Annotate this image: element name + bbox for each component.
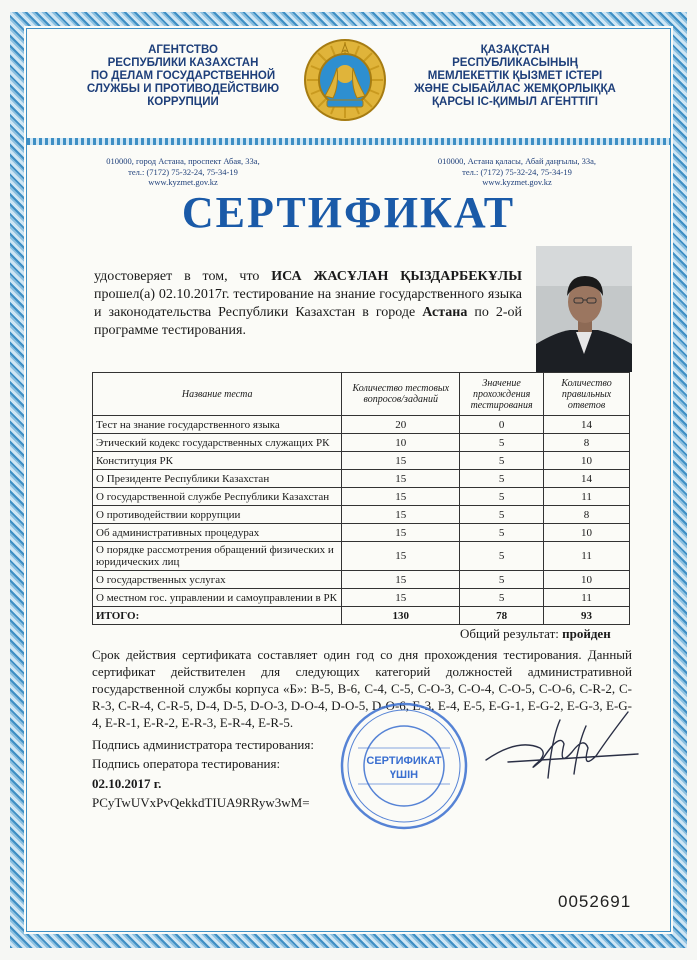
total-label-cell: ИТОГО:: [93, 607, 342, 625]
overall-result-value: пройден: [562, 626, 611, 641]
pass-value-cell: 5: [460, 434, 544, 452]
table-row: [93, 542, 630, 571]
question-count-cell: 15: [342, 589, 460, 607]
question-count-cell: 15: [342, 524, 460, 542]
handwritten-signature: [478, 698, 648, 788]
table-row: [93, 470, 630, 488]
validity-statement: Срок действия сертификата составляет один год со дня прохождения тестирования. Данный сертификат действителен для следующих категорий должностей административной государственной службы корпуса «Б»: B-5, B-6, C-4, C-5, C-O-3, C-O-4, C-O-5, C-O-6, C-R-2, C-R-3, C-R-4, C-R-5, D-4, D-5, D-O-3, D-O-4, D-O-5, D-O-6, E-3, E-4, E-5, E-G-1, E-G-2, E-G-3, E-G-4, E-R-1, E-R-2, E-R-3, E-R-4, E-R-5.: [92, 647, 632, 730]
address-ru-line: 010000, город Астана, проспект Абая, 33а,: [106, 156, 260, 166]
certificate-date: 02.10.2017 г.: [92, 776, 162, 791]
address-ru-line: тел.: (7172) 75-32-24, 75-34-19: [128, 166, 238, 177]
correct-answers-cell: 10: [544, 524, 630, 542]
table-row: [93, 452, 630, 470]
correct-answers-cell: 14: [544, 416, 630, 434]
question-count-cell: 10: [342, 434, 460, 452]
pass-value-cell: 5: [460, 506, 544, 524]
question-count-cell: 15: [342, 452, 460, 470]
official-stamp: [338, 700, 470, 832]
certificate-intro: [94, 268, 522, 340]
header-kz-line: ҚАРСЫ ІС-ҚИМЫЛ АГЕНТТІГІ: [432, 96, 598, 108]
header-kz-line: МЕМЛЕКЕТТІК ҚЫЗМЕТ ІСТЕРІ: [427, 70, 603, 82]
header-kz-line: РЕСПУБЛИКАСЫНЫҢ: [452, 57, 578, 69]
header-kz-line: ЖӘНЕ СЫБАЙЛАС ЖЕМҚОРЛЫҚҚА: [414, 83, 616, 95]
svg-text:ҮШІН: ҮШІН: [389, 769, 419, 781]
table-row: [93, 571, 630, 589]
test-name-cell: О государственной службе Республики Казахстан: [93, 488, 342, 506]
serial-number: 0052691: [558, 892, 632, 911]
column-header-question-count: Количество тестовых вопросов/заданий: [342, 373, 460, 416]
question-count-cell: 20: [342, 416, 460, 434]
table-row: [93, 589, 630, 607]
intro-text-2: прошел(а) 02.10.2017г. тестирование на знание государственного языка и законодательства Республики Казахстан в городе: [94, 287, 522, 320]
header-agency-kz: [390, 44, 640, 109]
test-name-cell: Этический кодекс государственных служащих РК: [93, 434, 342, 452]
correct-answers-cell: 11: [544, 542, 630, 571]
address-kz: [412, 156, 622, 188]
correct-answers-cell: 14: [544, 470, 630, 488]
pass-value-cell: 5: [460, 470, 544, 488]
table-header-row: [93, 373, 630, 416]
correct-answers-cell: 10: [544, 571, 630, 589]
correct-answers-cell: 8: [544, 506, 630, 524]
question-count-cell: 15: [342, 470, 460, 488]
address-kz-line: 010000, Астана қаласы, Абай даңғылы, 33а,: [437, 156, 597, 166]
correct-answers-cell: 11: [544, 488, 630, 506]
test-name-cell: О местном гос. управлении и самоуправлении в РК: [93, 589, 342, 607]
header-ru-line: СЛУЖБЫ И ПРОТИВОДЕЙСТВИЮ: [86, 83, 280, 95]
total-correct-answers-cell: 93: [544, 607, 630, 625]
holder-name: ИСА ЖАСҰЛАН ҚЫЗДАРБЕКҰЛЫ: [271, 269, 522, 284]
correct-answers-cell: 11: [544, 589, 630, 607]
test-name-cell: О Президенте Республики Казахстан: [93, 470, 342, 488]
pass-value-cell: 5: [460, 524, 544, 542]
correct-answers-cell: 8: [544, 434, 630, 452]
table-row: [93, 524, 630, 542]
state-emblem-icon: [303, 38, 387, 122]
admin-signature-label: Подпись администратора тестирования:: [92, 737, 314, 752]
header-ru-line: АГЕНТСТВО: [148, 44, 218, 56]
total-pass-value-cell: 78: [460, 607, 544, 625]
intro-text-1: удостоверяет в том, что: [94, 269, 272, 284]
pass-value-cell: 5: [460, 488, 544, 506]
header-ru-line: РЕСПУБЛИКИ КАЗАХСТАН: [107, 57, 259, 69]
address-kz-website[interactable]: www.kyzmet.gov.kz: [482, 177, 552, 187]
test-name-cell: Конституция РК: [93, 452, 342, 470]
test-results-table: [92, 372, 630, 625]
test-name-cell: Об административных процедурах: [93, 524, 342, 542]
table-total-row: [93, 607, 630, 625]
header-agency-ru: [58, 44, 308, 109]
address-ru-website[interactable]: www.kyzmet.gov.kz: [148, 177, 218, 187]
verification-code: PCyTwUVxPvQekkdTIUA9RRyw3wM=: [92, 795, 310, 810]
stamp-text: СЕРТИФИКАТ: [366, 755, 442, 767]
pass-value-cell: 0: [460, 416, 544, 434]
operator-signature-label: Подпись оператора тестирования:: [92, 756, 281, 771]
pass-value-cell: 5: [460, 589, 544, 607]
question-count-cell: 15: [342, 571, 460, 589]
correct-answers-cell: 10: [544, 452, 630, 470]
address-kz-line: тел.: (7172) 75-32-24, 75-34-19: [462, 166, 572, 177]
overall-result: [460, 626, 611, 642]
test-name-cell: О порядке рассмотрения обращений физических и юридических лиц: [93, 542, 342, 571]
test-city: Астана: [422, 305, 468, 320]
intro-text-3: по 2-ой программе тестирования.: [94, 305, 522, 338]
table-row: [93, 506, 630, 524]
test-name-cell: О противодействии коррупции: [93, 506, 342, 524]
question-count-cell: 15: [342, 488, 460, 506]
holder-photo: [536, 246, 632, 372]
header-ru-line: ПО ДЕЛАМ ГОСУДАРСТВЕННОЙ: [90, 70, 276, 82]
total-question-count-cell: 130: [342, 607, 460, 625]
certificate-title: СЕРТИФИКАТ: [181, 188, 516, 237]
header-divider: [27, 138, 670, 145]
pass-value-cell: 5: [460, 542, 544, 571]
question-count-cell: 15: [342, 542, 460, 571]
header-kz-line: ҚАЗАҚСТАН: [480, 44, 550, 56]
address-ru: [78, 156, 288, 188]
table-row: [93, 416, 630, 434]
header-ru-line: КОРРУПЦИИ: [147, 96, 219, 108]
column-header-test-name: Название теста: [93, 373, 342, 416]
test-name-cell: Тест на знание государственного языка: [93, 416, 342, 434]
table-row: [93, 488, 630, 506]
column-header-pass-value: Значение прохождения тестирования: [460, 373, 544, 416]
test-name-cell: О государственных услугах: [93, 571, 342, 589]
table-row: [93, 434, 630, 452]
overall-result-label: Общий результат:: [460, 626, 563, 641]
pass-value-cell: 5: [460, 571, 544, 589]
column-header-correct-answers: Количество правильных ответов: [544, 373, 630, 416]
pass-value-cell: 5: [460, 452, 544, 470]
question-count-cell: 15: [342, 506, 460, 524]
